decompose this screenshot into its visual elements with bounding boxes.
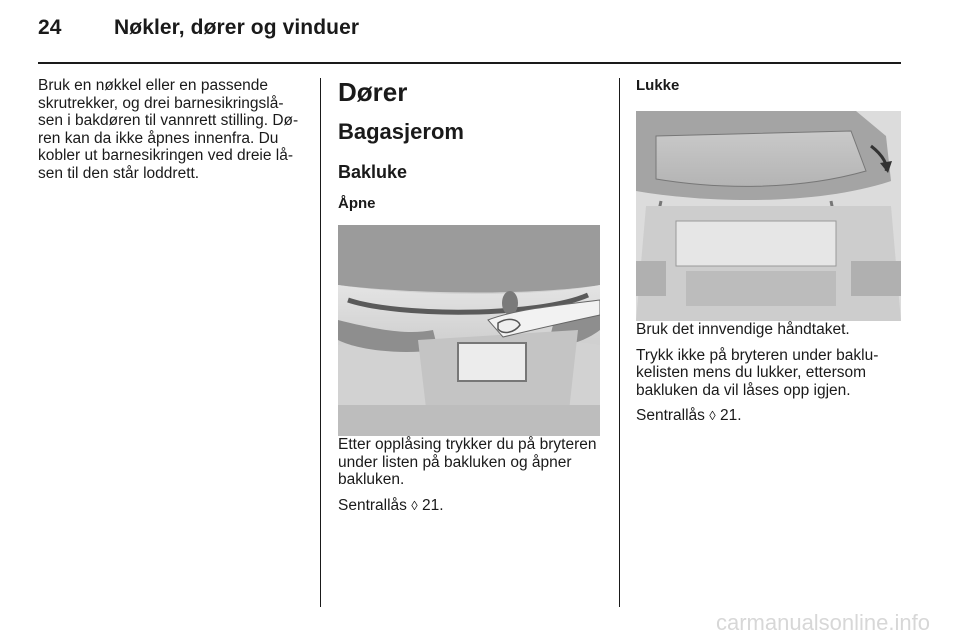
- column-divider-2: [619, 78, 620, 607]
- tailgate-close-illustration: [636, 111, 901, 321]
- reference-label: Sentrallås: [338, 496, 407, 514]
- section-heading-cargo: Bagasjerom: [338, 119, 464, 144]
- text-line: bakluken da vil låses opp igjen.: [636, 381, 851, 399]
- text-line: bakluken.: [338, 471, 405, 488]
- column-close: [636, 77, 904, 433]
- subheading-close: Lukke: [636, 77, 680, 94]
- close-instruction-paragraph: Bruk det innvendige håndtaket.: [636, 321, 850, 338]
- text-line: Bruk en nøkkel eller en passende: [38, 77, 269, 94]
- child-lock-paragraph: [38, 77, 306, 182]
- page-reference-icon: ◊: [709, 408, 716, 423]
- text-line: kelisten mens du lukker, ettersom: [636, 364, 867, 381]
- reference-page: 21.: [422, 496, 444, 514]
- reference-page: 21.: [720, 407, 742, 424]
- text-line: Etter opplåsing trykker du på bryteren: [338, 436, 597, 453]
- tailgate-open-illustration: [338, 225, 600, 436]
- column-doors: [338, 77, 608, 522]
- section-heading-tailgate: Bakluke: [338, 162, 408, 182]
- page-title: Nøkler, dører og vinduer: [114, 16, 360, 39]
- cross-reference-central-locking-2: [636, 407, 904, 425]
- text-line: Trykk ikke på bryteren under baklu-: [636, 346, 879, 364]
- text-line: sen i bakdøren til vannrett stilling. Dø-: [38, 112, 299, 129]
- text-line: kobler ut barnesikringen ved dreie lå-: [38, 147, 294, 164]
- column-child-lock: [38, 77, 306, 190]
- section-heading-doors: Dører: [338, 77, 408, 107]
- text-line: skrutrekker, og drei barnesikringslå-: [38, 94, 284, 112]
- open-tailgate-paragraph: [338, 436, 608, 489]
- page-reference-icon: ◊: [411, 497, 418, 513]
- close-warning-paragraph: [636, 347, 904, 400]
- reference-label: Sentrallås: [636, 407, 705, 424]
- subheading-open: Åpne: [338, 195, 376, 212]
- text-line: ren kan da ikke åpnes innenfra. Du: [38, 129, 279, 147]
- watermark-text: carmanualsonline.info: [715, 610, 930, 635]
- text-line: sen til den står loddrett.: [38, 164, 200, 182]
- page-number: 24: [38, 16, 62, 39]
- column-divider-1: [320, 78, 321, 607]
- cross-reference-central-locking: [338, 497, 608, 515]
- page-header: [38, 16, 359, 40]
- header-rule: [38, 62, 901, 64]
- text-line: under listen på bakluken og åpner: [338, 453, 572, 471]
